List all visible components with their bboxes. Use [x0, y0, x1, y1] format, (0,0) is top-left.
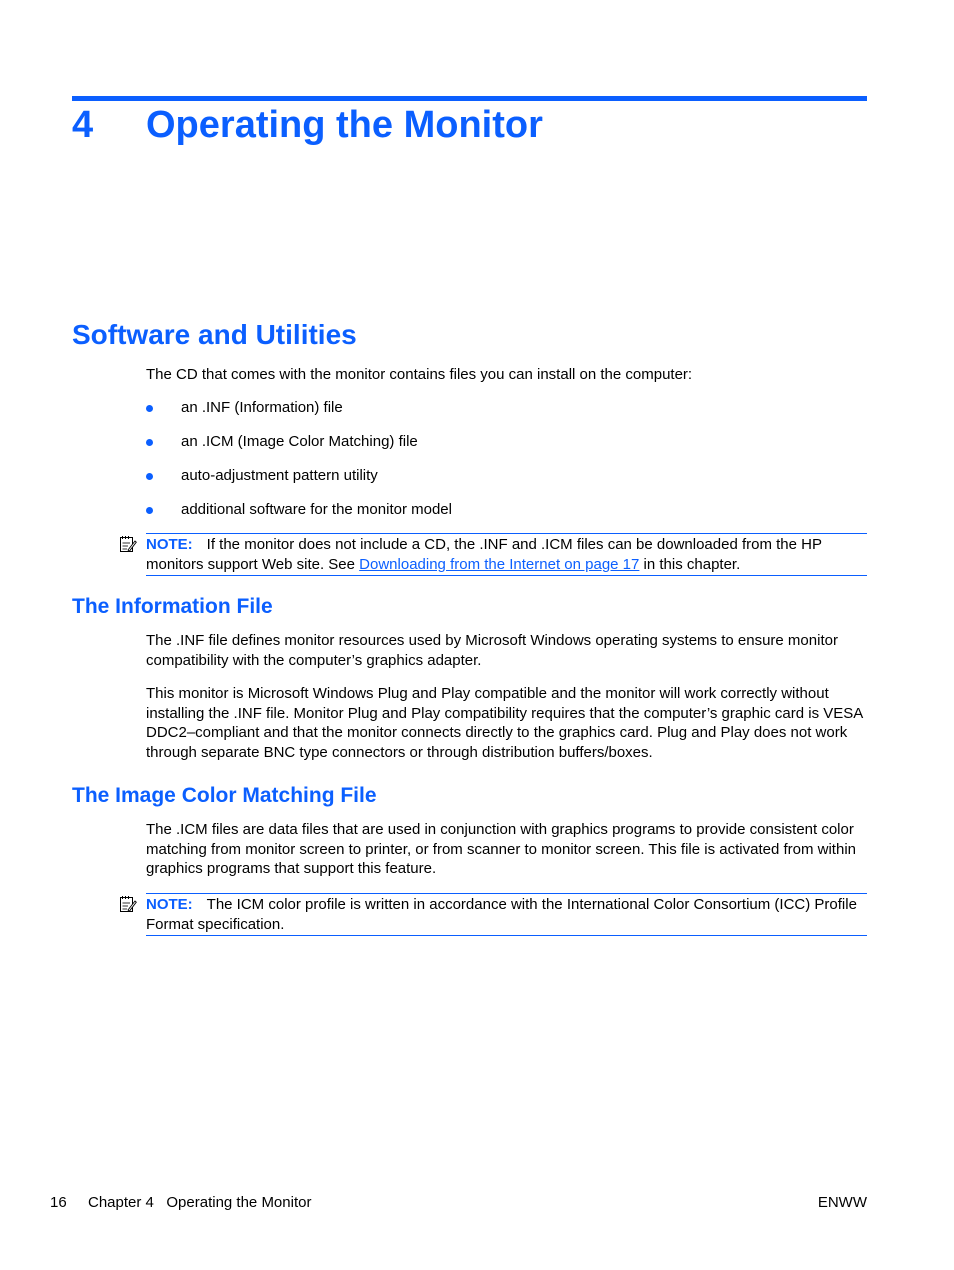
software-bullet-list: [146, 398, 867, 534]
software-intro: The CD that comes with the monitor contains files you can install on the computer:: [146, 366, 693, 383]
footer-chapter-text: Chapter 4 Operating the Monitor: [88, 1194, 312, 1211]
list-item: [146, 466, 867, 500]
footer-page-number: 16: [50, 1194, 67, 1211]
note-label: NOTE:: [146, 536, 193, 553]
footer-enww: ENWW: [817, 1194, 867, 1211]
chapter-heading: [72, 102, 543, 148]
list-item-text: an .INF (Information) file: [181, 399, 343, 416]
section-heading-software: Software and Utilities: [72, 319, 357, 350]
list-item-text: auto-adjustment pattern utility: [181, 467, 378, 484]
bullet-icon: [146, 405, 153, 412]
note-pad-icon: [119, 895, 137, 913]
downloading-link[interactable]: Downloading from the Internet on page 17: [359, 555, 640, 573]
chapter-number: 4: [72, 104, 94, 146]
list-item: [146, 500, 867, 534]
list-item-text: an .ICM (Image Color Matching) file: [181, 433, 418, 450]
inf-paragraph-1: The .INF file defines monitor resources used by Microsoft Windows operating systems to ensure monitor compatibility with the computer’s graphics adapter.: [146, 632, 838, 669]
note-icc-profile: [146, 893, 867, 936]
list-item: [146, 432, 867, 466]
section-heading-icm-file: The Image Color Matching File: [72, 784, 377, 807]
section-heading-information-file: The Information File: [72, 595, 273, 618]
list-item: [146, 398, 867, 432]
bullet-icon: [146, 507, 153, 514]
inf-paragraph-2: This monitor is Microsoft Windows Plug and Play compatible and the monitor will work correctly without installing the .INF file. Monitor Plug and Play compatibility requires that the computer’s graphic card is VESA DDC2–compliant and that the monitor connects directly to the graphics card. Plug and Play does not work through separate BNC type connectors or through distribution buffers/boxes.: [146, 685, 863, 761]
chapter-rule: [72, 96, 867, 101]
note-text: The ICM color profile is written in accordance with the International Color Consortium (ICC) Profile Format specification.: [146, 896, 857, 933]
chapter-title: Operating the Monitor: [146, 104, 543, 146]
note-pad-icon: [119, 535, 137, 553]
icm-paragraph-1: The .ICM files are data files that are used in conjunction with graphics programs to provide consistent color matching from monitor screen to printer, or from scanner to monitor screen. This file is activated from within graphics programs that support this feature.: [146, 821, 856, 877]
bullet-icon: [146, 439, 153, 446]
note-text-after: in this chapter.: [639, 555, 741, 573]
bullet-icon: [146, 473, 153, 480]
note-cd-download: [146, 533, 867, 576]
list-item-text: additional software for the monitor model: [181, 501, 452, 518]
footer-chapter-label: [88, 1193, 311, 1212]
note-label: NOTE:: [146, 896, 193, 913]
note-text: If the monitor does not include a CD, the .INF and .ICM files can be downloaded from the HP monitors support Web site. See: [146, 536, 822, 573]
